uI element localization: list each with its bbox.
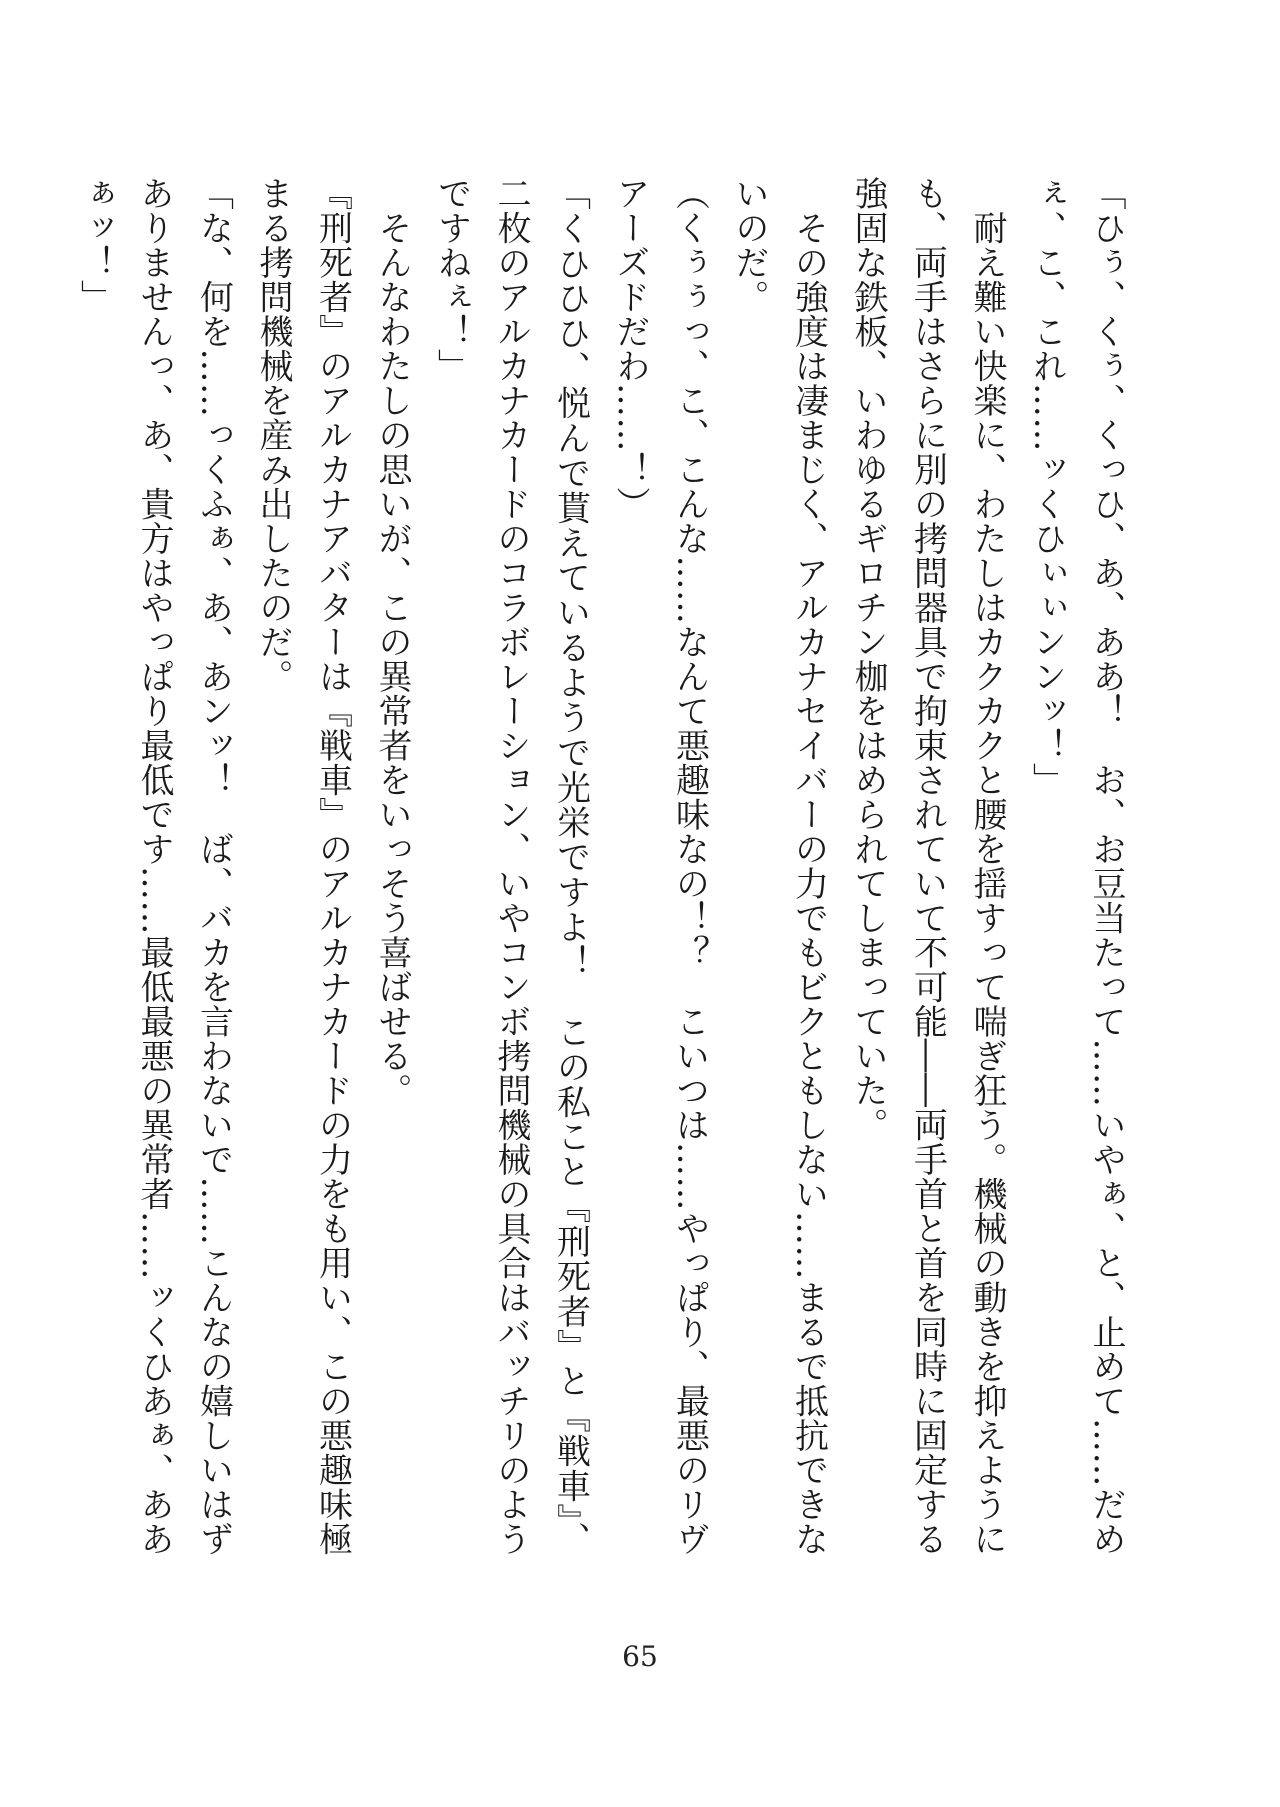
paragraph-3: その強度は凄まじく、アルカナセイバーの力でもビクともしない……まるで抵抗できないのだ。 [729,176,829,1556]
paragraph-4: （くぅぅっ、こ、こんな……なんて悪趣味なの！？ こいつは……やっぱり、最悪のリヴアーズドだわ……！） [610,176,710,1556]
paragraph-5: 「くひひひ、悦んで貰えているようで光栄ですよ！ この私こと『刑死者』と『戦車』、二枚のアルカナカードのコラボレーション、いやコンボ拷問機械の具合はバッチリのようですねぇ！」 [431,176,591,1557]
paragraph-7: 『刑死者』のアルカナアバターは『戦車』のアルカナカードの力をも用い、この悪趣味極まる拷問機械を産み出したのだ。 [253,176,353,1556]
paragraph-2: 耐え難い快楽に、わたしはカクカクと腰を揺すって喘ぎ狂う。機械の動きを抑えようにも、両手はさらに別の拷問器具で拘束されていて不可能――両手首と首を同時に固定する強固な鉄板、いわゆるギロチン枷をはめられてしまっていた。 [848,176,1007,1556]
vertical-text-body [74,176,1135,1557]
paragraph-1: 「ひぅ、くぅ、くっひ、あ、ああ！ お、お豆当たって……いやぁ、と、止めて……だめぇ、こ、これ……ッくひぃぃンンッ！」 [1026,176,1126,1556]
paragraph-8: 「な、何を……っくふぁ、あ、あンッ！ ば、バカを言わないで……こんなの嬉しいはずありませんっ、あ、貴方はやっぱり最低です……最低最悪の異常者……ッくひあぁ、ああぁッ！」 [74,176,234,1556]
paragraph-6: そんなわたしの思いが、この異常者をいっそう喜ばせる。 [372,176,412,1108]
page-number: 65 [622,1640,658,1673]
